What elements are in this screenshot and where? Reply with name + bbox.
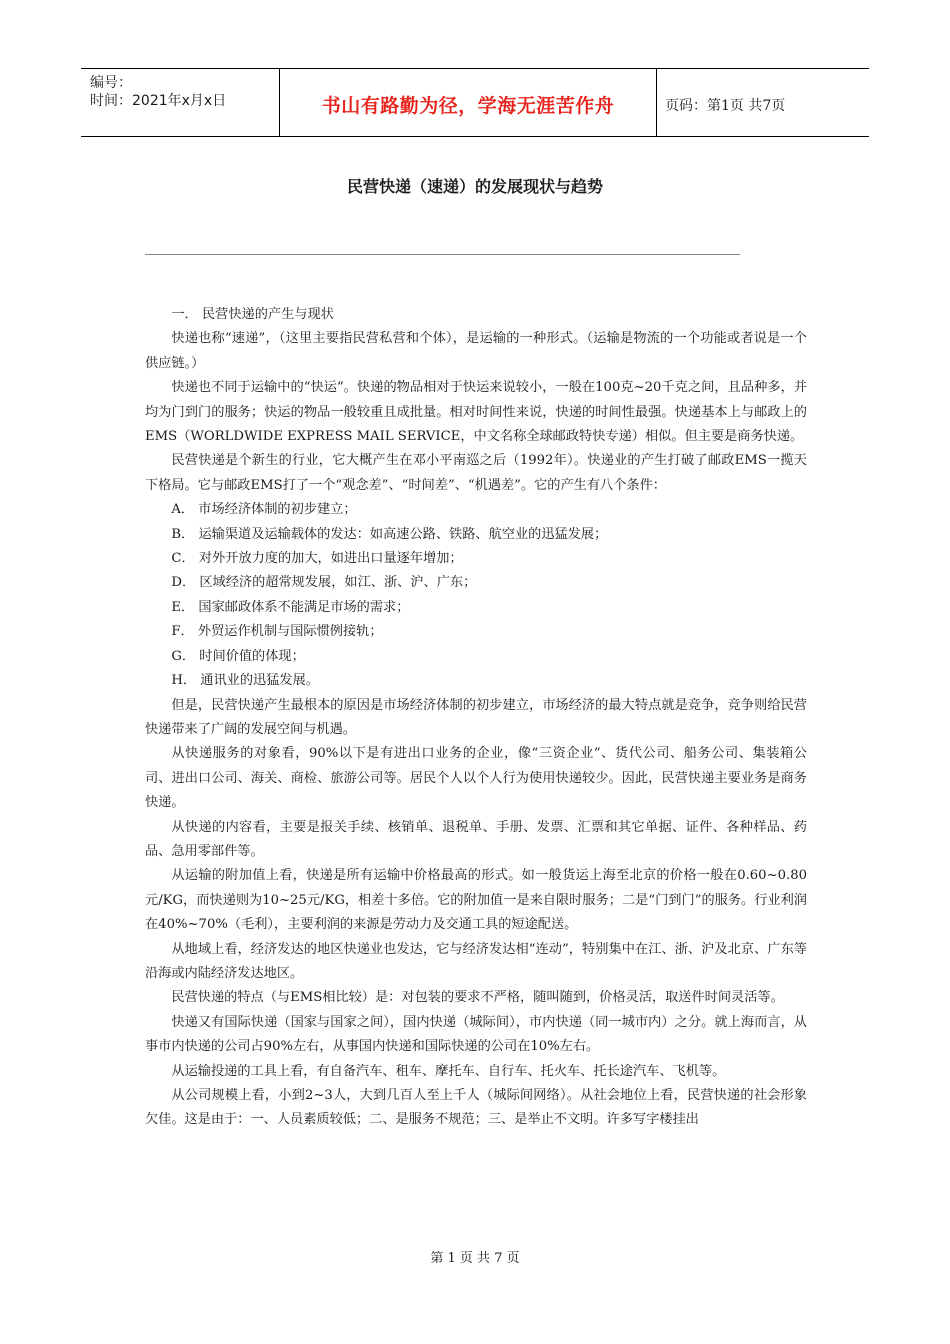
- list-item: C． 对外开放力度的加大，如进出口量逐年增加；: [171, 551, 463, 567]
- list-item: G． 时间价值的体现；: [171, 648, 305, 664]
- paragraph: 从快递服务的对象看，90%以下是有进出口业务的企业，像“三资企业”、货代公司、船务公司、集装箱公司、进出口公司、海关、商检、旅游公司等。居民个人以个人行为使用快递较少。因此，民营快递主要业务是商务快递。: [145, 746, 807, 811]
- page-footer: 第 1 页 共 7 页: [430, 1251, 520, 1266]
- section-heading: 一． 民营快递的产生与现状: [171, 307, 334, 322]
- document-number-label: 编号：: [90, 75, 132, 91]
- paragraph: 民营快递是个新生的行业，它大概产生在邓小平南巡之后（1992年）。快递业的产生打破了邮政EMS一揽天下格局。它与邮政EMS打了一个“观念差”、“时间差”、“机遇差”。它的产生有八个条件：: [145, 453, 807, 493]
- list-item: E． 国家邮政体系不能满足市场的需求；: [171, 599, 410, 615]
- list-item: B． 运输渠道及运输载体的发达：如高速公路、铁路、航空业的迅猛发展；: [171, 526, 608, 542]
- paragraph: 但是，民营快递产生最根本的原因是市场经济体制的初步建立，市场经济的最大特点就是竞争，竞争则给民营快递带来了广阔的发展空间与机遇。: [145, 697, 807, 737]
- header-table: [81, 68, 869, 137]
- document-title: 民营快递（速递）的发展现状与趋势: [346, 177, 603, 196]
- paragraph: 快递也称“速递”，（这里主要指民营私营和个体），是运输的一种形式。（运输是物流的一个功能或者说是一个供应链。）: [145, 331, 807, 371]
- title-divider: [145, 254, 740, 255]
- paragraph: 从运输投递的工具上看，有自备汽车、租车、摩托车、自行车、托火车、托长途汽车、飞机等。: [171, 1063, 726, 1079]
- list-item: H． 通讯业的迅猛发展。: [171, 673, 319, 689]
- document-date-label: 时间：2021年x月x日: [90, 93, 227, 109]
- header-motto-cell: [280, 69, 657, 136]
- list-item: A． 市场经济体制的初步建立；: [171, 502, 357, 518]
- document-body: [145, 303, 807, 1133]
- paragraph: 从运输的附加值上看，快递是所有运输中价格最高的形式。如一般货运上海至北京的价格一般在0.60~0.80元/KG，而快递则为10~25元/KG，相差十多倍。它的附加值一是来自限时服务；二是“门到门”的服务。行业利润在40%~70%（毛利），主要利润的来源是劳动力及交通工具的短途配送。: [145, 868, 807, 933]
- paragraph: 从快递的内容看，主要是报关手续、核销单、退税单、手册、发票、汇票和其它单据、证件、各种样品、药品、急用零部件等。: [145, 819, 807, 859]
- header-motto: 书山有路勤为径，学海无涯苦作舟: [321, 95, 615, 117]
- paragraph: 从地域上看，经济发达的地区快递业也发达，它与经济发达相“连动”，特别集中在江、浙、沪及北京、广东等沿海或内陆经济发达地区。: [145, 941, 807, 981]
- paragraph: 民营快递的特点（与EMS相比较）是：对包装的要求不严格，随叫随到，价格灵活，取送件时间灵活等。: [171, 990, 784, 1006]
- header-page-cell: [657, 69, 869, 136]
- paragraph: 快递也不同于运输中的“快运”。快递的物品相对于快运来说较小，一般在100克~20千克之间，且品种多，并均为门到门的服务；快运的物品一般较重且成批量。相对时间性来说，快递的时间性最强。快递基本上与邮政上的EMS（WORLDWIDE EXPRESS MAIL SERVICE，中文名称全球邮政特快专递）相似。但主要是商务快递。: [145, 380, 807, 445]
- header-page-info: 页码：第1页 共7页: [665, 98, 786, 114]
- list-item: F． 外贸运作机制与国际惯例接轨；: [171, 624, 383, 640]
- list-item: D． 区域经济的超常规发展，如江、浙、沪、广东；: [171, 575, 477, 591]
- paragraph: 从公司规模上看，小到2~3人，大到几百人至上千人（城际间网络）。从社会地位上看，民营快递的社会形象欠佳。这是由于：一、人员素质较低；二、是服务不规范；三、是举止不文明。许多写字楼挂出: [145, 1088, 807, 1128]
- paragraph: 快递又有国际快递（国家与国家之间），国内快递（城际间），市内快递（同一城市内）之分。就上海而言，从事市内快递的公司占90%左右，从事国内快递和国际快递的公司在10%左右。: [145, 1014, 807, 1055]
- header-meta-cell: [81, 69, 280, 136]
